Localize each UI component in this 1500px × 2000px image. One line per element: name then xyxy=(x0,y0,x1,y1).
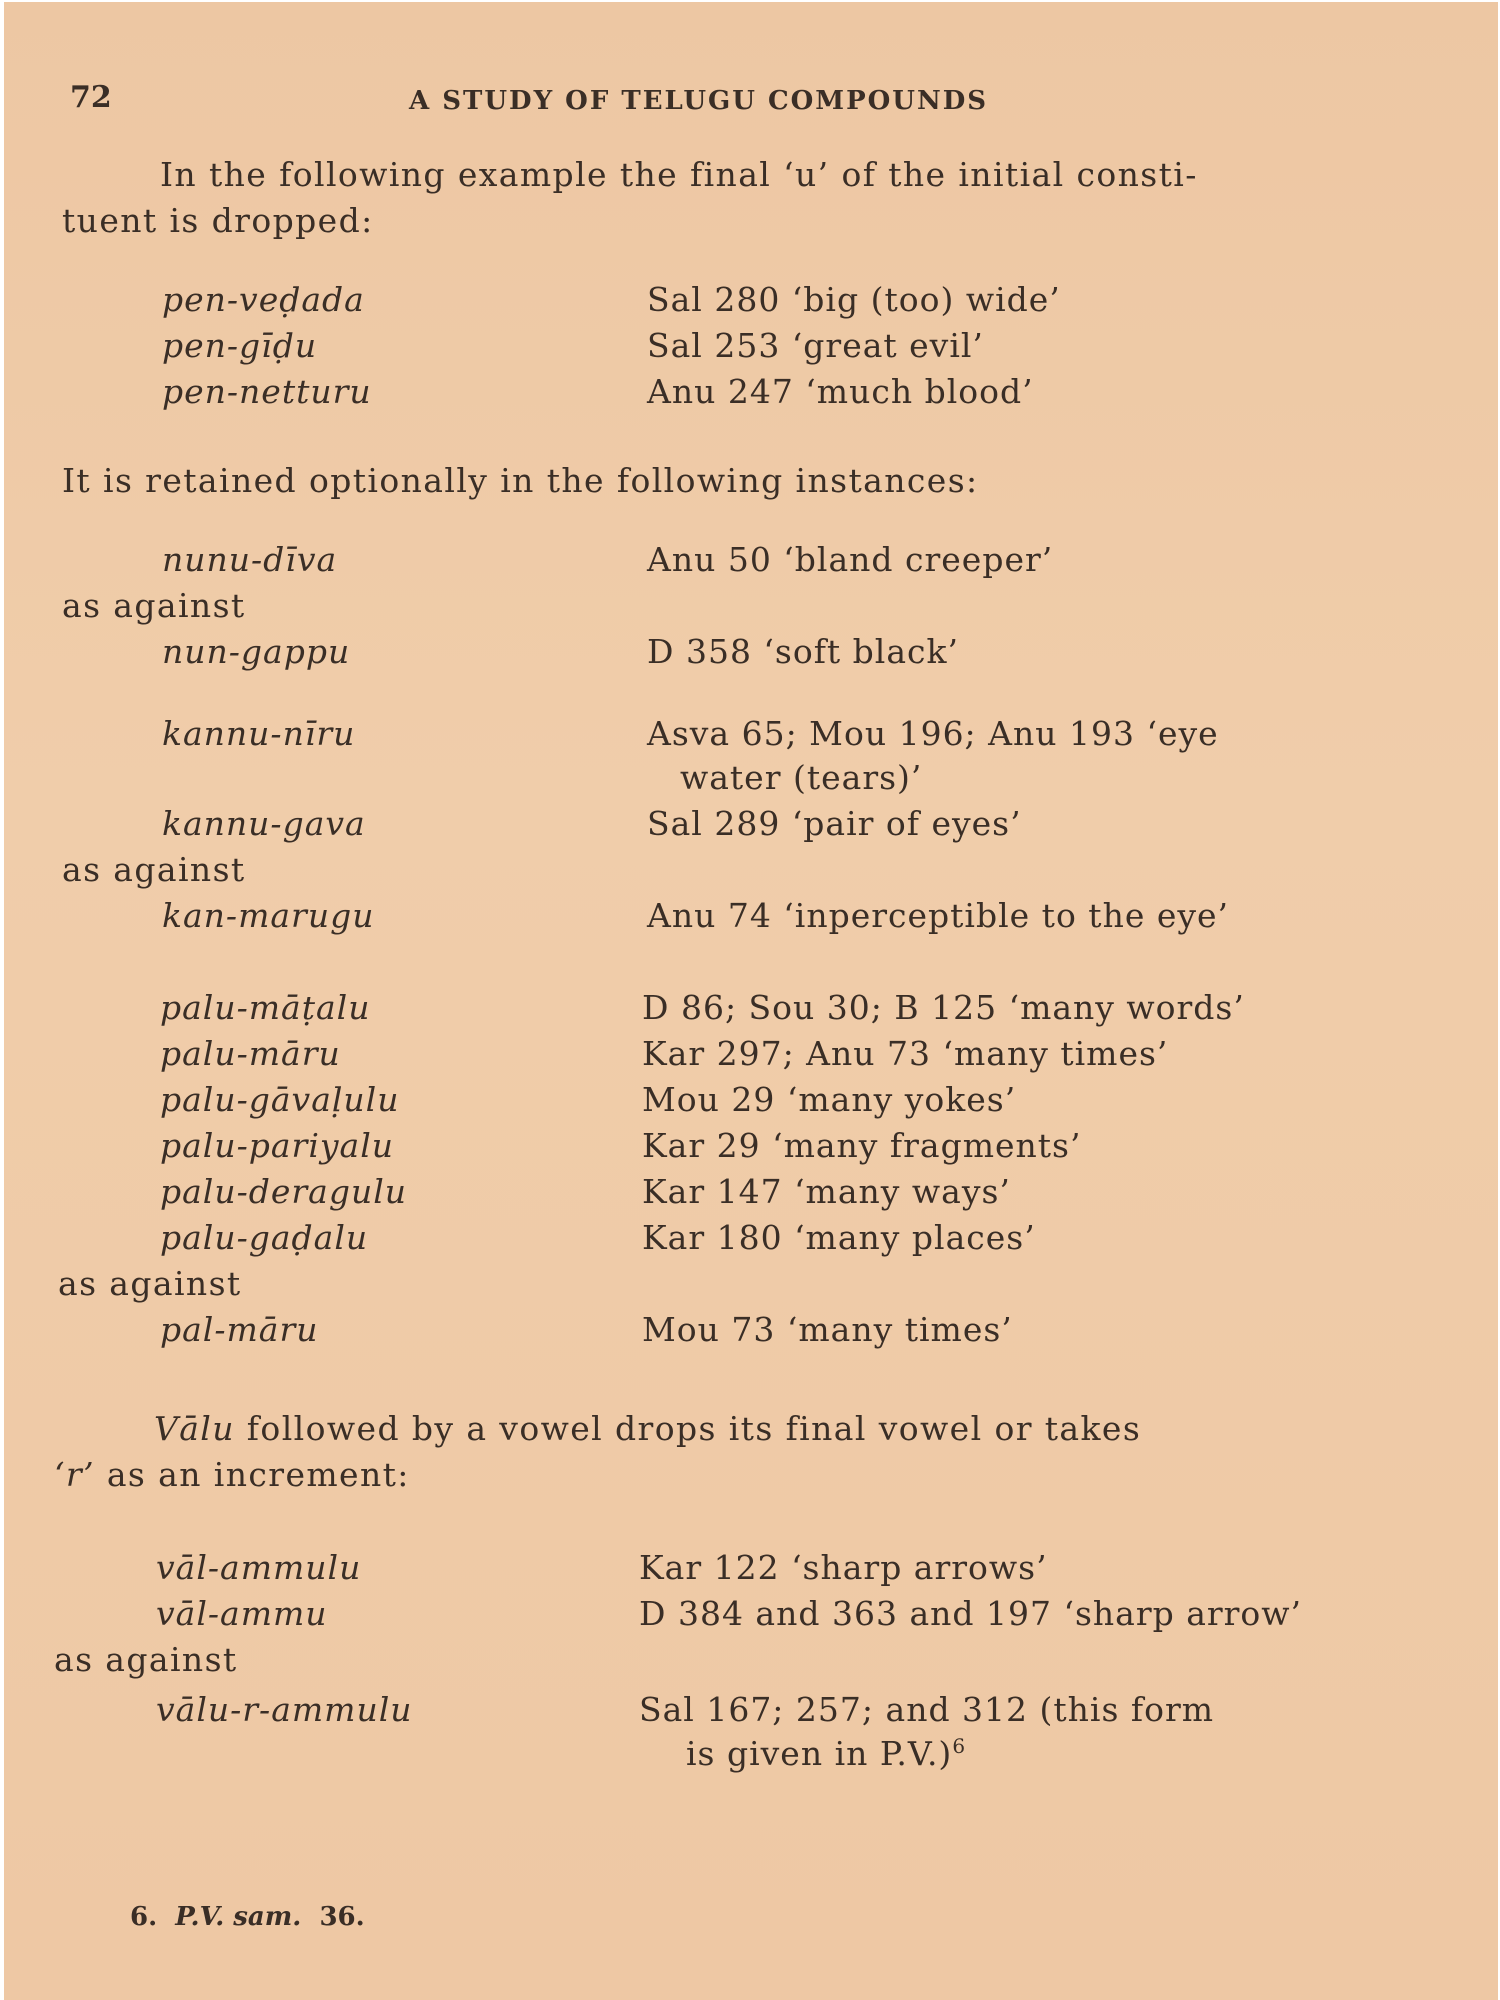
entry-row xyxy=(162,804,366,850)
entry-ref: Sal 289 ‘pair of eyes’ xyxy=(647,804,1022,843)
entry-row xyxy=(156,1690,413,1736)
entry-term: pen-netturu xyxy=(162,372,372,411)
entry-term: vāl-ammu xyxy=(156,1594,328,1633)
entry-term: kannu-nīru xyxy=(162,714,356,753)
entry-term: palu-deragulu xyxy=(160,1172,408,1211)
book-page xyxy=(4,2,1498,2000)
entry-row xyxy=(162,714,355,760)
entry-row xyxy=(160,1080,400,1126)
entry-term: pal-māru xyxy=(160,1310,319,1349)
as-against-label: as against xyxy=(62,586,246,625)
entry-ref: Kar 297; Anu 73 ‘many times’ xyxy=(642,1034,1169,1073)
entry-ref: D 358 ‘soft black’ xyxy=(647,632,960,671)
entry-term: pen-veḍada xyxy=(162,280,365,319)
footnote: 6. P.V. sam. 36. xyxy=(130,1902,365,1932)
entry-row xyxy=(160,1172,407,1218)
entry-ref-cont: water (tears)’ xyxy=(680,758,923,797)
entry-term: vālu-r-ammulu xyxy=(156,1690,413,1729)
as-against-label: as against xyxy=(54,1640,238,1679)
entry-row xyxy=(160,1034,341,1080)
as-against-label: as against xyxy=(58,1264,242,1303)
entry-ref: Kar 122 ‘sharp arrows’ xyxy=(639,1548,1048,1587)
entry-row xyxy=(160,1218,368,1264)
entry-row xyxy=(156,1548,361,1594)
entry-term: palu-gāvaḷulu xyxy=(160,1080,400,1119)
as-against-label: as against xyxy=(62,850,246,889)
entry-term: palu-māṭalu xyxy=(160,988,371,1027)
entry-row xyxy=(162,280,365,326)
entry-term: kannu-gava xyxy=(162,804,366,843)
intro-term: Vālu xyxy=(154,1409,235,1448)
entry-ref: Kar 180 ‘many places’ xyxy=(642,1218,1036,1257)
entry-row xyxy=(156,1594,328,1640)
page-number: 72 xyxy=(70,80,112,115)
intro-line-4: Vālu followed by a vowel drops its final vowel or takes xyxy=(154,1409,1142,1448)
intro-line-3: It is retained optionally in the following instances: xyxy=(62,461,979,500)
entry-term: kan-marugu xyxy=(162,896,375,935)
intro-line-5: ‘r’ as an increment: xyxy=(54,1455,410,1494)
entry-row xyxy=(162,372,372,418)
entry-ref: Asva 65; Mou 196; Anu 193 ‘eye xyxy=(647,714,1219,753)
running-title: A STUDY OF TELUGU COMPOUNDS xyxy=(409,86,989,116)
entry-row xyxy=(162,540,337,586)
entry-row xyxy=(160,988,370,1034)
entry-row xyxy=(160,1126,394,1172)
entry-ref: D 86; Sou 30; B 125 ‘many words’ xyxy=(642,988,1245,1027)
footnote-marker: 6 xyxy=(952,1734,967,1758)
entry-ref: Anu 50 ‘bland creeper’ xyxy=(647,540,1054,579)
entry-term: pen-gīḍu xyxy=(162,326,318,365)
intro-line-1: In the following example the final ‘u’ of the initial consti- xyxy=(160,155,1198,194)
entry-ref: Sal 167; 257; and 312 (this form xyxy=(639,1690,1215,1729)
entry-ref: Kar 29 ‘many fragments’ xyxy=(642,1126,1082,1165)
entry-term: palu-pariyalu xyxy=(160,1126,395,1165)
entry-term: palu-gaḍalu xyxy=(160,1218,369,1257)
entry-term: vāl-ammulu xyxy=(156,1548,362,1587)
entry-term: nunu-dīva xyxy=(162,540,338,579)
entry-row xyxy=(162,896,374,942)
entry-ref: Mou 29 ‘many yokes’ xyxy=(642,1080,1017,1119)
intro-line-2: tuent is dropped: xyxy=(62,201,374,240)
entry-ref: Anu 74 ‘inperceptible to the eye’ xyxy=(647,896,1230,935)
entry-ref: Mou 73 ‘many times’ xyxy=(642,1310,1013,1349)
entry-term: palu-māru xyxy=(160,1034,341,1073)
entry-ref: Sal 253 ‘great evil’ xyxy=(647,326,984,365)
entry-row xyxy=(162,326,317,372)
entry-ref: D 384 and 363 and 197 ‘sharp arrow’ xyxy=(639,1594,1303,1633)
entry-term: nun-gappu xyxy=(162,632,351,671)
entry-ref-cont: is given in P.V.)$^6$ xyxy=(686,1734,967,1773)
entry-row xyxy=(160,1310,319,1356)
entry-ref: Anu 247 ‘much blood’ xyxy=(647,372,1034,411)
entry-row xyxy=(162,632,350,678)
entry-ref: Kar 147 ‘many ways’ xyxy=(642,1172,1011,1211)
entry-ref: Sal 280 ‘big (too) wide’ xyxy=(647,280,1061,319)
